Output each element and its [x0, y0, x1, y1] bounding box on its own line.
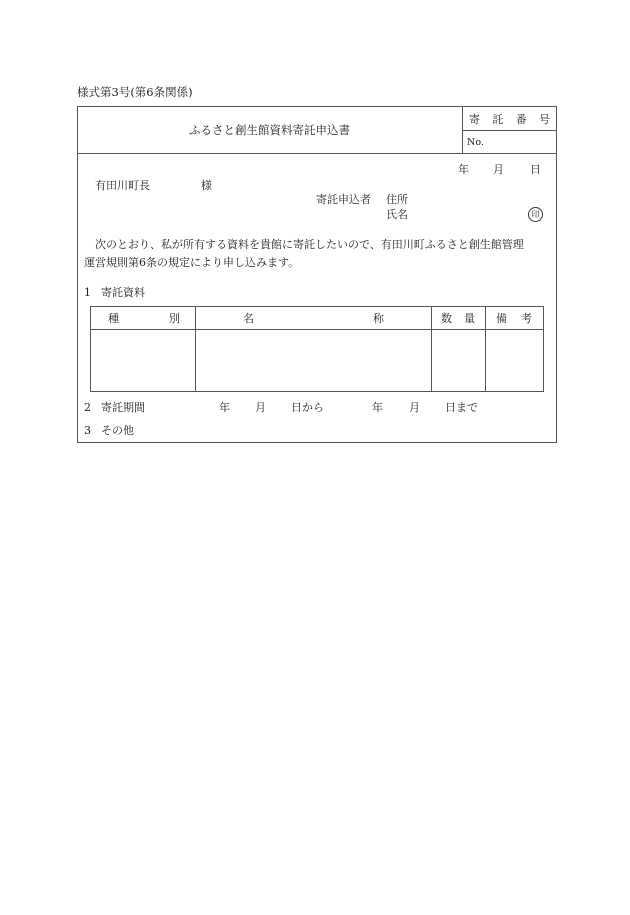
- header-quantity: [441, 313, 475, 324]
- deposit-number-inner-divider: [462, 130, 557, 131]
- date-day: 日: [530, 163, 541, 176]
- materials-table-header-divider: [90, 329, 544, 330]
- header-quantity-2: 量: [464, 312, 475, 325]
- addressee-honorific: 様: [201, 179, 212, 192]
- title-row-divider: [77, 153, 557, 154]
- form-label: 様式第3号(第6条関係): [77, 85, 193, 99]
- period-from-day: 日から: [291, 401, 324, 414]
- addressee-name: 有田川町長: [95, 179, 150, 192]
- header-kind-1: 種: [108, 312, 119, 325]
- applicant-label: 寄託申込者: [316, 193, 371, 206]
- materials-table-col-divider-1: [195, 306, 196, 392]
- header-name: [243, 313, 384, 324]
- section1-title: 寄託資料: [101, 286, 145, 299]
- header-quantity-1: 数: [441, 312, 452, 325]
- body-text-line-1: 次のとおり、私が所有する資料を貴館に寄託したいので、有田川町ふるさと創生館管理: [95, 238, 524, 251]
- date-year: 年: [458, 163, 469, 176]
- materials-table-col-divider-3: [485, 306, 486, 392]
- materials-table-col-divider-2: [431, 306, 432, 392]
- period-to-day: 日まで: [445, 401, 478, 414]
- deposit-number-label: [469, 114, 550, 125]
- header-name-1: 名: [243, 312, 254, 325]
- section1-number: 1: [84, 286, 91, 299]
- form-title: ふるさと創生館資料寄託申込書: [189, 123, 350, 137]
- header-kind-2: 別: [169, 312, 180, 325]
- header-remarks: [496, 313, 532, 324]
- section2-title: 寄託期間: [101, 401, 145, 414]
- period-from-month: 月: [255, 401, 266, 414]
- period-to-year: 年: [372, 401, 383, 414]
- date-month: 月: [493, 163, 504, 176]
- seal-icon: 印: [528, 207, 543, 222]
- header-name-2: 称: [373, 312, 384, 325]
- header-remarks-2: 考: [521, 312, 532, 325]
- section3-number: 3: [84, 424, 91, 437]
- applicant-name-label: 氏名: [386, 208, 408, 221]
- form-frame: [77, 106, 557, 443]
- header-remarks-1: 備: [496, 312, 507, 325]
- section2-number: 2: [84, 401, 91, 414]
- applicant-address-label: 住所: [386, 193, 408, 206]
- header-kind: [108, 313, 180, 324]
- deposit-number-no: No.: [467, 137, 484, 148]
- section3-title: その他: [101, 424, 134, 437]
- deposit-number-label-text: 寄 託 番 号: [469, 113, 550, 126]
- body-text-line-2: 運営規則第6条の規定により申し込みます。: [84, 256, 300, 269]
- period-from-year: 年: [219, 401, 230, 414]
- period-to-month: 月: [409, 401, 420, 414]
